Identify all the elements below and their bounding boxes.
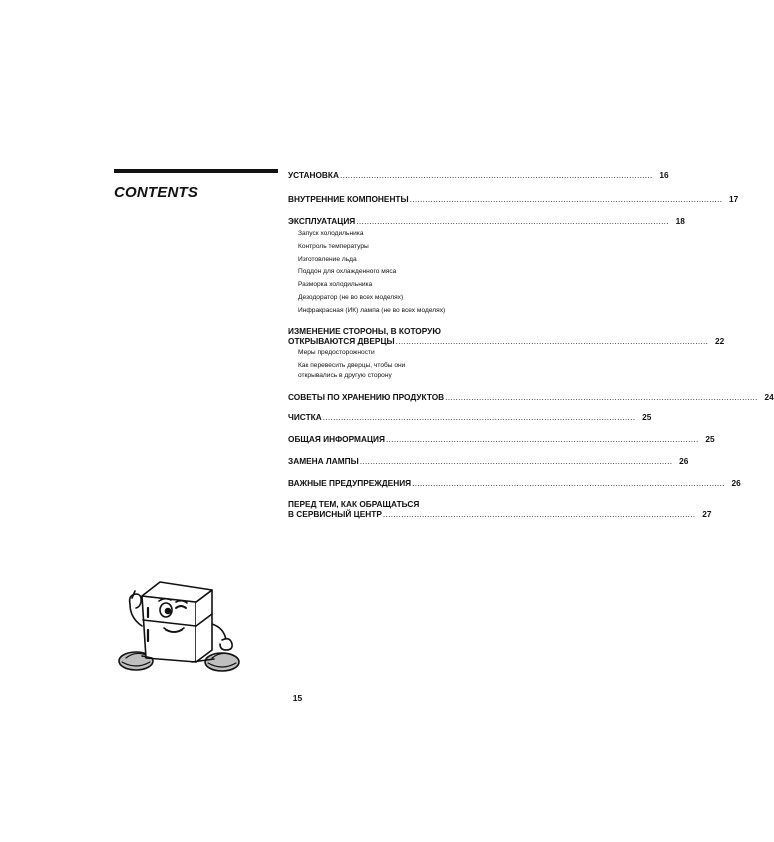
toc-entry-operation[interactable] bbox=[288, 216, 685, 226]
toc-title-line1: ПЕРЕД ТЕМ, КАК ОБРАЩАТЬСЯ bbox=[288, 499, 420, 509]
toc-leader: ........................................................................................................................ bbox=[356, 216, 669, 226]
toc-leader: ........................................................................................................................ bbox=[412, 478, 725, 488]
toc-entry-components[interactable] bbox=[288, 194, 739, 204]
contents-heading: CONTENTS bbox=[114, 184, 199, 201]
toc-title: ОБЩАЯ ИНФОРМАЦИЯ bbox=[288, 434, 385, 444]
toc-entry-storage[interactable] bbox=[288, 392, 774, 402]
toc-title: УСТАНОВКА bbox=[288, 170, 339, 180]
toc-page: 26 bbox=[731, 478, 741, 488]
toc-subitem[interactable]: Как перевесить дверцы, чтобы они bbox=[298, 362, 406, 369]
toc-entry-lamp[interactable] bbox=[288, 456, 689, 466]
toc-leader: ........................................................................................................................ bbox=[339, 170, 653, 180]
toc-title-line2: ОТКРЫВАЮТСЯ ДВЕРЦЫ bbox=[288, 336, 395, 346]
toc-page: 24 bbox=[764, 392, 774, 402]
toc-subitem[interactable]: Инфракрасная (ИК) лампа (не во всех моделях) bbox=[298, 307, 446, 314]
toc-entry-general[interactable] bbox=[288, 434, 715, 444]
page-number: 15 bbox=[292, 693, 303, 703]
toc-page: 16 bbox=[659, 170, 669, 180]
toc-subitem[interactable]: Изготовление льда bbox=[298, 256, 357, 263]
toc-subitem[interactable]: Запуск холодильника bbox=[298, 230, 364, 237]
toc-subitem[interactable]: Поддон для охлажденного мяса bbox=[298, 268, 397, 275]
refrigerator-mascot-illustration bbox=[112, 568, 246, 680]
toc-title-line1: ИЗМЕНЕНИЕ СТОРОНЫ, В КОТОРУЮ bbox=[288, 326, 441, 336]
toc-title: ЗАМЕНА ЛАМПЫ bbox=[288, 456, 359, 466]
toc-leader: ........................................................................................................................ bbox=[322, 412, 636, 422]
toc-subitem[interactable]: Разморка холодильника bbox=[298, 281, 373, 288]
toc-page: 25 bbox=[642, 412, 652, 422]
toc-entry-installation[interactable] bbox=[288, 170, 669, 180]
toc-title: ВНУТРЕННИЕ КОМПОНЕНТЫ bbox=[288, 194, 409, 204]
toc-page: 26 bbox=[679, 456, 689, 466]
toc-entry-cleaning[interactable] bbox=[288, 412, 652, 422]
toc-subitem[interactable]: Контроль температуры bbox=[298, 243, 369, 250]
toc-leader: ........................................................................................................................ bbox=[382, 509, 696, 519]
toc-leader: ........................................................................................................................ bbox=[445, 392, 758, 402]
toc-leader: ........................................................................................................................ bbox=[385, 434, 699, 444]
toc-subitem[interactable]: Дезодоратор (не во всех моделях) bbox=[298, 294, 404, 301]
toc-entry-warnings[interactable] bbox=[288, 478, 741, 488]
toc-title: СОВЕТЫ ПО ХРАНЕНИЮ ПРОДУКТОВ bbox=[288, 392, 445, 402]
toc-page: 22 bbox=[715, 336, 725, 346]
toc-subitem[interactable]: Меры предосторожности bbox=[298, 349, 375, 356]
contents-rule bbox=[114, 169, 278, 173]
toc-leader: ........................................................................................................................ bbox=[359, 456, 673, 466]
toc-title: ЧИСТКА bbox=[288, 412, 322, 422]
toc-leader: ........................................................................................................................ bbox=[395, 336, 709, 346]
toc-page: 17 bbox=[729, 194, 739, 204]
toc-entry-door-reversal[interactable] bbox=[288, 326, 725, 346]
toc-subitem[interactable]: открывались в другую сторону bbox=[298, 372, 392, 379]
toc-page: 25 bbox=[705, 434, 715, 444]
toc-title: ЭКСПЛУАТАЦИЯ bbox=[288, 216, 356, 226]
toc-page: 27 bbox=[702, 509, 712, 519]
toc-entry-service[interactable] bbox=[288, 499, 712, 519]
toc-page: 18 bbox=[675, 216, 685, 226]
toc-title-line2: В СЕРВИСНЫЙ ЦЕНТР bbox=[288, 509, 382, 519]
toc-title: ВАЖНЫЕ ПРЕДУПРЕЖДЕНИЯ bbox=[288, 478, 412, 488]
toc-leader: ........................................................................................................................ bbox=[409, 194, 723, 204]
